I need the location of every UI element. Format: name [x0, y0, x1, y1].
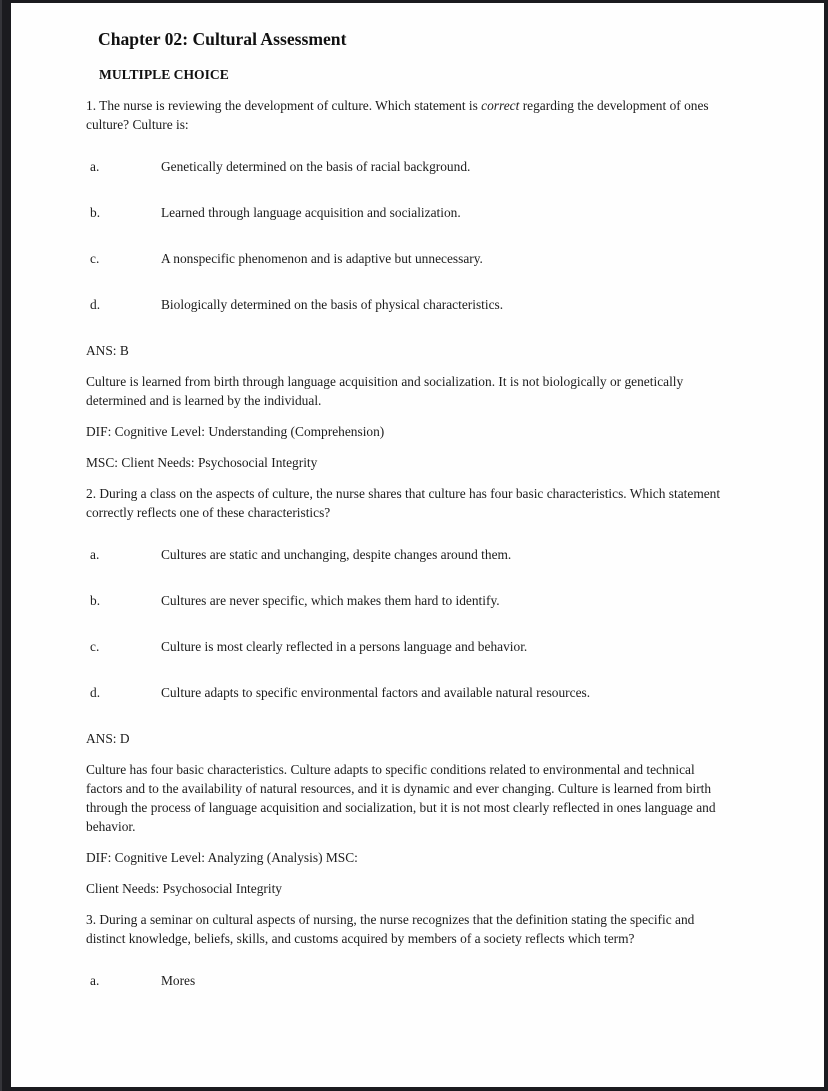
option-text: Culture is most clearly reflected in a persons language and behavior.	[161, 639, 528, 654]
option-row	[86, 637, 733, 656]
question-2-stem: 2. During a class on the aspects of culture, the nurse shares that culture has four basic characteristics. Which statement correctly reflects one of these characteristics?	[86, 486, 721, 520]
option-text: Cultures are static and unchanging, despite changes around them.	[161, 547, 512, 562]
option-letter: a.	[90, 159, 100, 174]
chapter-title: Chapter 02: Cultural Assessment	[98, 29, 347, 49]
option-row	[86, 545, 733, 564]
option-row	[86, 157, 733, 176]
question-1-rationale: Culture is learned from birth through language acquisition and socialization. It is not biologically or genetically determined and is learned by the individual.	[86, 374, 684, 408]
option-letter: a.	[90, 547, 100, 562]
option-letter: b.	[90, 205, 101, 220]
question-3-options	[86, 971, 733, 990]
question-1-stem-text: 1. The nurse is reviewing the development of culture. Which statement is	[86, 98, 482, 113]
option-row	[86, 249, 733, 268]
option-text: A nonspecific phenomenon and is adaptive but unnecessary.	[161, 251, 483, 266]
question-1-stem-italic: correct	[481, 98, 520, 113]
question-1-answer-line: ANS: B	[86, 343, 129, 358]
option-letter: c.	[90, 639, 100, 654]
option-letter: c.	[90, 251, 100, 266]
section-heading: MULTIPLE CHOICE	[99, 67, 229, 82]
question-1-stem-text-after: regarding the development of ones culture? Culture is:	[86, 98, 709, 132]
option-row	[86, 971, 733, 990]
option-letter: a.	[90, 973, 100, 988]
option-letter: d.	[90, 297, 101, 312]
option-row	[86, 591, 733, 610]
question-1-msc-line: MSC: Client Needs: Psychosocial Integrity	[86, 455, 318, 470]
question-3-stem: 3. During a seminar on cultural aspects of nursing, the nurse recognizes that the definition stating the specific and distinct knowledge, beliefs, skills, and customs acquired by members of a society reflects which term?	[86, 912, 695, 946]
option-text: Genetically determined on the basis of racial background.	[161, 159, 471, 174]
option-text: Learned through language acquisition and socialization.	[161, 205, 461, 220]
question-2-dif-line: DIF: Cognitive Level: Analyzing (Analysis) MSC:	[86, 850, 358, 865]
question-1-options	[86, 157, 733, 314]
option-text: Culture adapts to specific environmental factors and available natural resources.	[161, 685, 591, 700]
option-row	[86, 295, 733, 314]
option-text: Mores	[161, 973, 196, 988]
option-letter: d.	[90, 685, 101, 700]
question-2-rationale: Culture has four basic characteristics. Culture adapts to specific conditions related to environmental and technical factors and to the availability of natural resources, and it is dynamic and ever changing. Culture is learned from birth through the process of language acquisition and socialization, but it is not most clearly reflected in ones language and behavior.	[86, 762, 716, 834]
document-content	[11, 3, 733, 990]
option-text: Cultures are never specific, which makes them hard to identify.	[161, 593, 500, 608]
question-2-options	[86, 545, 733, 702]
option-row	[86, 203, 733, 222]
document-page	[11, 3, 824, 1087]
question-1-stem	[86, 96, 733, 134]
option-row	[86, 683, 733, 702]
question-2-answer-line: ANS: D	[86, 731, 130, 746]
question-2-msc-line: Client Needs: Psychosocial Integrity	[86, 881, 282, 896]
option-letter: b.	[90, 593, 101, 608]
question-1-dif-line: DIF: Cognitive Level: Understanding (Comprehension)	[86, 424, 385, 439]
option-text: Biologically determined on the basis of physical characteristics.	[161, 297, 504, 312]
